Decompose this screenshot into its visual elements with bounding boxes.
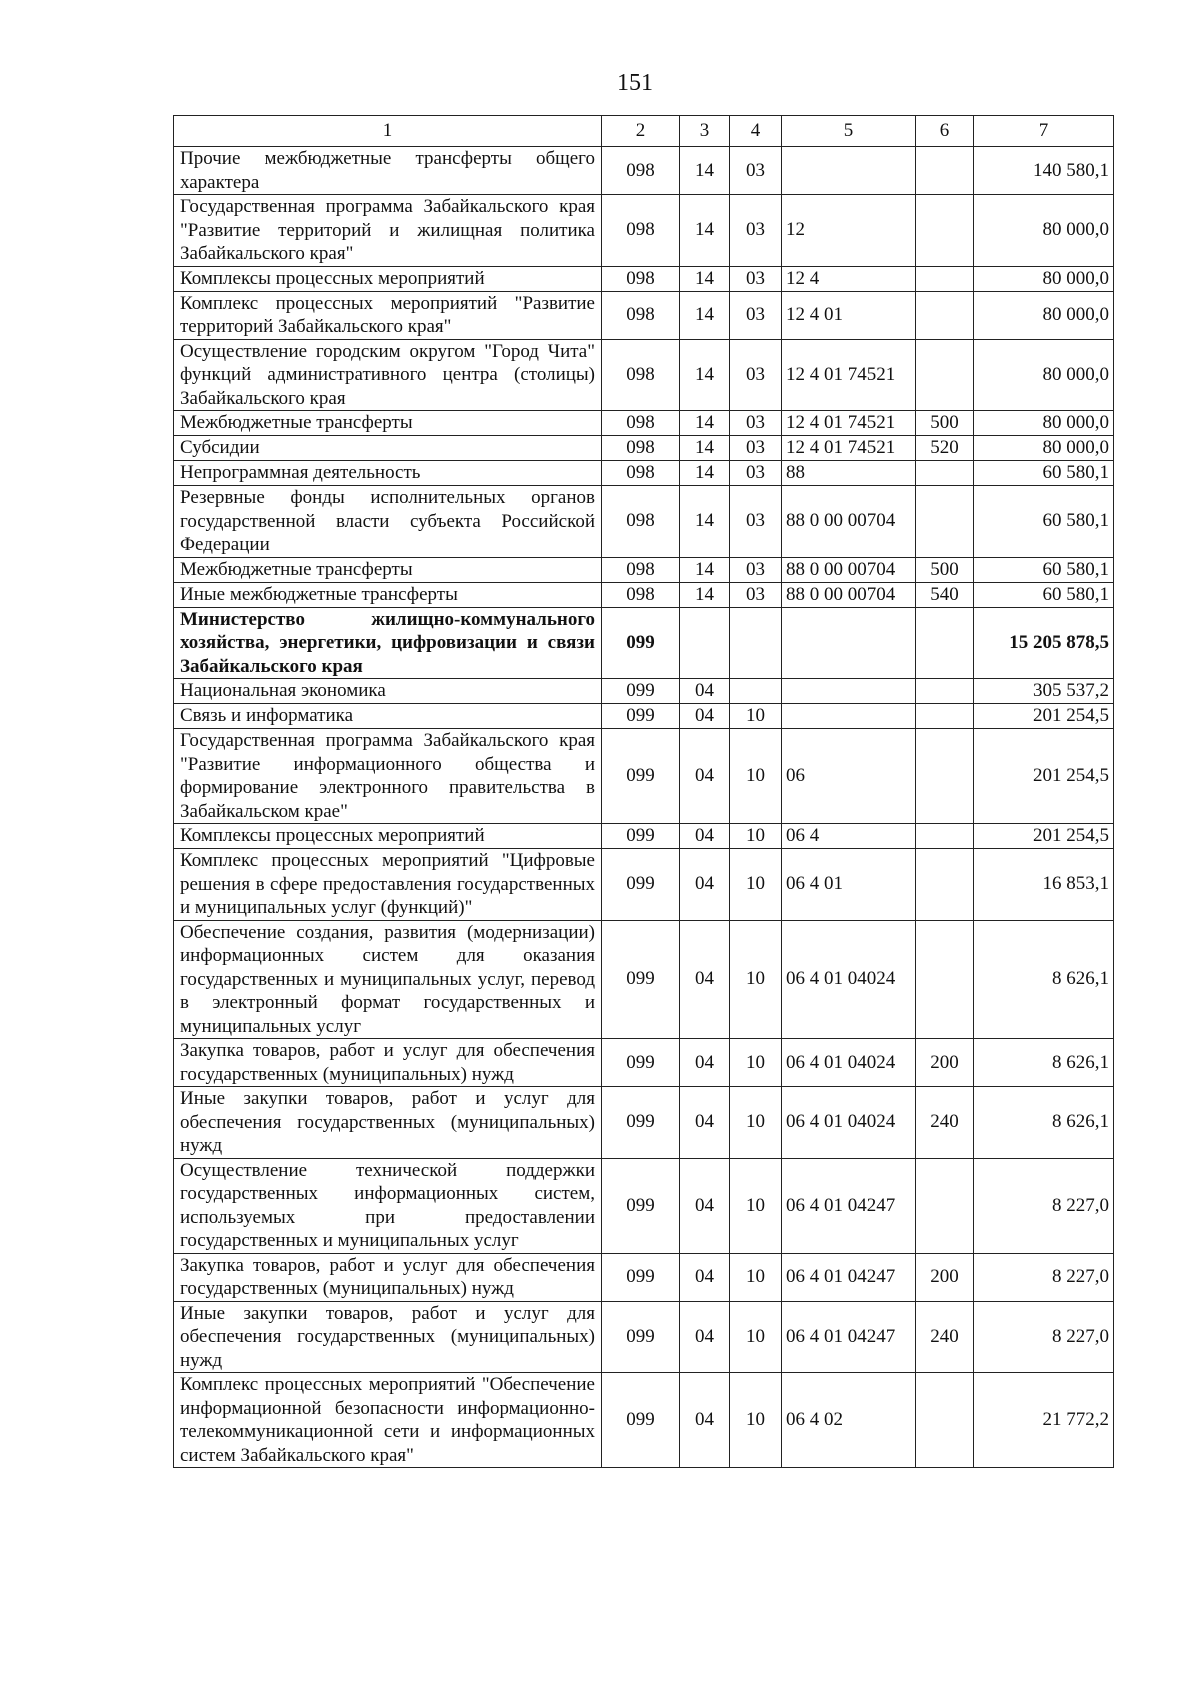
row-name-cell: Комплекс процессных мероприятий "Обеспечение информационной безопасности информационно-телекоммуникационной сети и информационных систем Забайкальского края" [174, 1373, 602, 1468]
row-amount-cell: 80 000,0 [974, 436, 1114, 461]
row-name-cell: Комплексы процессных мероприятий [174, 824, 602, 849]
row-expense-type-cell [916, 824, 974, 849]
row-amount-cell: 8 227,0 [974, 1301, 1114, 1373]
row-subsection-cell: 03 [730, 339, 782, 411]
row-name-cell: Комплекс процессных мероприятий "Цифровые решения в сфере предоставления государственных и муниципальных услуг (функций)" [174, 849, 602, 921]
row-expense-type-cell [916, 729, 974, 824]
row-target-article-cell: 06 4 01 04024 [782, 920, 916, 1039]
row-name-cell: Связь и информатика [174, 704, 602, 729]
row-name-cell: Иные закупки товаров, работ и услуг для обеспечения государственных (муниципальных) нужд [174, 1301, 602, 1373]
row-name-cell: Министерство жилищно-коммунального хозяйства, энергетики, цифровизации и связи Забайкальского края [174, 607, 602, 679]
row-target-article-cell [782, 607, 916, 679]
row-target-article-cell: 06 4 01 04024 [782, 1087, 916, 1159]
row-section-cell: 14 [680, 195, 730, 267]
table-row [174, 291, 1114, 339]
row-section-cell: 14 [680, 461, 730, 486]
row-expense-type-cell [916, 920, 974, 1039]
row-name-cell: Национальная экономика [174, 679, 602, 704]
row-amount-cell: 201 254,5 [974, 824, 1114, 849]
row-target-article-cell: 06 4 01 04247 [782, 1158, 916, 1253]
row-section-cell: 14 [680, 486, 730, 558]
column-header: 3 [680, 116, 730, 147]
row-target-article-cell: 12 [782, 195, 916, 267]
row-code-cell: 099 [602, 1301, 680, 1373]
row-code-cell: 099 [602, 1158, 680, 1253]
row-section-cell: 04 [680, 704, 730, 729]
row-section-cell: 14 [680, 147, 730, 195]
row-subsection-cell [730, 607, 782, 679]
row-section-cell: 04 [680, 920, 730, 1039]
row-name-cell: Закупка товаров, работ и услуг для обеспечения государственных (муниципальных) нужд [174, 1253, 602, 1301]
table-row [174, 607, 1114, 679]
row-target-article-cell: 12 4 [782, 266, 916, 291]
row-expense-type-cell [916, 266, 974, 291]
row-code-cell: 099 [602, 679, 680, 704]
table-row [174, 195, 1114, 267]
table-row [174, 1158, 1114, 1253]
row-name-cell: Государственная программа Забайкальского края "Развитие информационного общества и формирование электронного правительства в Забайкальском крае" [174, 729, 602, 824]
row-expense-type-cell [916, 704, 974, 729]
row-section-cell: 04 [680, 1301, 730, 1373]
row-name-cell: Осуществление технической поддержки государственных информационных систем, используемых при предоставлении государственных и муниципальных услуг [174, 1158, 602, 1253]
row-code-cell: 099 [602, 849, 680, 921]
row-section-cell: 04 [680, 1158, 730, 1253]
row-name-cell: Государственная программа Забайкальского края "Развитие территорий и жилищная политика Забайкальского края" [174, 195, 602, 267]
row-amount-cell: 16 853,1 [974, 849, 1114, 921]
table-row [174, 1087, 1114, 1159]
row-section-cell: 04 [680, 1087, 730, 1159]
row-target-article-cell: 88 0 00 00704 [782, 582, 916, 607]
row-target-article-cell: 88 0 00 00704 [782, 557, 916, 582]
row-code-cell: 098 [602, 266, 680, 291]
row-target-article-cell: 12 4 01 74521 [782, 436, 916, 461]
row-expense-type-cell [916, 486, 974, 558]
row-expense-type-cell: 520 [916, 436, 974, 461]
row-name-cell: Комплексы процессных мероприятий [174, 266, 602, 291]
row-amount-cell: 201 254,5 [974, 729, 1114, 824]
row-amount-cell: 80 000,0 [974, 266, 1114, 291]
row-amount-cell: 8 626,1 [974, 1087, 1114, 1159]
row-code-cell: 098 [602, 436, 680, 461]
column-header: 5 [782, 116, 916, 147]
row-expense-type-cell: 200 [916, 1039, 974, 1087]
table-row [174, 582, 1114, 607]
row-subsection-cell: 03 [730, 582, 782, 607]
row-subsection-cell: 10 [730, 824, 782, 849]
row-section-cell: 04 [680, 1253, 730, 1301]
row-section-cell: 14 [680, 266, 730, 291]
page-number: 151 [617, 70, 653, 96]
row-section-cell: 14 [680, 411, 730, 436]
row-name-cell: Закупка товаров, работ и услуг для обеспечения государственных (муниципальных) нужд [174, 1039, 602, 1087]
row-subsection-cell: 03 [730, 195, 782, 267]
row-code-cell: 099 [602, 1087, 680, 1159]
row-subsection-cell: 03 [730, 266, 782, 291]
column-header: 4 [730, 116, 782, 147]
row-subsection-cell: 10 [730, 920, 782, 1039]
table-row [174, 824, 1114, 849]
row-section-cell: 14 [680, 557, 730, 582]
row-target-article-cell: 06 4 01 04247 [782, 1301, 916, 1373]
row-name-cell: Обеспечение создания, развития (модернизации) информационных систем для оказания государственных и муниципальных услуг, перевод в электронный формат государственных и муниципальных услуг [174, 920, 602, 1039]
row-subsection-cell: 10 [730, 729, 782, 824]
row-subsection-cell: 10 [730, 1039, 782, 1087]
row-code-cell: 099 [602, 704, 680, 729]
row-amount-cell: 80 000,0 [974, 291, 1114, 339]
row-code-cell: 098 [602, 582, 680, 607]
row-target-article-cell: 88 [782, 461, 916, 486]
table-row [174, 266, 1114, 291]
row-target-article-cell [782, 147, 916, 195]
row-expense-type-cell [916, 679, 974, 704]
row-subsection-cell: 10 [730, 1087, 782, 1159]
row-subsection-cell: 10 [730, 1253, 782, 1301]
table-row [174, 679, 1114, 704]
row-code-cell: 099 [602, 607, 680, 679]
row-subsection-cell: 03 [730, 436, 782, 461]
row-amount-cell: 15 205 878,5 [974, 607, 1114, 679]
row-subsection-cell: 10 [730, 1301, 782, 1373]
row-expense-type-cell: 240 [916, 1087, 974, 1159]
table-row [174, 704, 1114, 729]
row-section-cell: 04 [680, 824, 730, 849]
table-row [174, 1373, 1114, 1468]
row-code-cell: 098 [602, 461, 680, 486]
row-target-article-cell: 06 4 02 [782, 1373, 916, 1468]
table-header-row [174, 116, 1114, 147]
row-amount-cell: 140 580,1 [974, 147, 1114, 195]
row-code-cell: 099 [602, 920, 680, 1039]
row-expense-type-cell [916, 1158, 974, 1253]
row-amount-cell: 60 580,1 [974, 486, 1114, 558]
row-amount-cell: 80 000,0 [974, 411, 1114, 436]
row-target-article-cell [782, 679, 916, 704]
row-code-cell: 098 [602, 411, 680, 436]
row-amount-cell: 80 000,0 [974, 339, 1114, 411]
row-target-article-cell: 12 4 01 74521 [782, 411, 916, 436]
table-row [174, 849, 1114, 921]
table-row [174, 486, 1114, 558]
row-amount-cell: 8 227,0 [974, 1253, 1114, 1301]
row-code-cell: 098 [602, 486, 680, 558]
row-expense-type-cell [916, 1373, 974, 1468]
row-amount-cell: 8 626,1 [974, 920, 1114, 1039]
row-target-article-cell: 12 4 01 74521 [782, 339, 916, 411]
row-amount-cell: 60 580,1 [974, 582, 1114, 607]
row-section-cell [680, 607, 730, 679]
budget-table [173, 115, 1114, 1468]
table-row [174, 729, 1114, 824]
row-target-article-cell: 06 4 01 04247 [782, 1253, 916, 1301]
row-name-cell: Иные закупки товаров, работ и услуг для обеспечения государственных (муниципальных) нужд [174, 1087, 602, 1159]
row-code-cell: 098 [602, 147, 680, 195]
table-row [174, 1039, 1114, 1087]
table-row [174, 411, 1114, 436]
row-code-cell: 098 [602, 195, 680, 267]
row-expense-type-cell: 200 [916, 1253, 974, 1301]
row-amount-cell: 305 537,2 [974, 679, 1114, 704]
row-subsection-cell [730, 679, 782, 704]
row-section-cell: 14 [680, 582, 730, 607]
row-code-cell: 098 [602, 339, 680, 411]
table-row [174, 557, 1114, 582]
row-code-cell: 099 [602, 1373, 680, 1468]
column-header: 6 [916, 116, 974, 147]
row-subsection-cell: 10 [730, 849, 782, 921]
row-target-article-cell: 06 [782, 729, 916, 824]
table-row [174, 920, 1114, 1039]
row-target-article-cell: 06 4 01 [782, 849, 916, 921]
row-code-cell: 098 [602, 557, 680, 582]
row-code-cell: 099 [602, 1039, 680, 1087]
table-row [174, 461, 1114, 486]
row-name-cell: Комплекс процессных мероприятий "Развитие территорий Забайкальского края" [174, 291, 602, 339]
row-target-article-cell: 88 0 00 00704 [782, 486, 916, 558]
row-subsection-cell: 03 [730, 461, 782, 486]
table-row [174, 1253, 1114, 1301]
row-expense-type-cell [916, 291, 974, 339]
row-name-cell: Межбюджетные трансферты [174, 411, 602, 436]
row-name-cell: Межбюджетные трансферты [174, 557, 602, 582]
row-code-cell: 099 [602, 1253, 680, 1301]
row-amount-cell: 8 227,0 [974, 1158, 1114, 1253]
row-name-cell: Иные межбюджетные трансферты [174, 582, 602, 607]
row-section-cell: 04 [680, 849, 730, 921]
row-amount-cell: 80 000,0 [974, 195, 1114, 267]
row-section-cell: 04 [680, 729, 730, 824]
row-code-cell: 099 [602, 824, 680, 849]
row-expense-type-cell: 540 [916, 582, 974, 607]
row-name-cell: Субсидии [174, 436, 602, 461]
row-subsection-cell: 03 [730, 557, 782, 582]
row-amount-cell: 60 580,1 [974, 557, 1114, 582]
row-amount-cell: 60 580,1 [974, 461, 1114, 486]
row-expense-type-cell [916, 849, 974, 921]
table-body [174, 147, 1114, 1468]
column-header: 2 [602, 116, 680, 147]
row-section-cell: 04 [680, 1373, 730, 1468]
row-section-cell: 04 [680, 679, 730, 704]
row-name-cell: Осуществление городским округом "Город Чита" функций административного центра (столицы) Забайкальского края [174, 339, 602, 411]
row-subsection-cell: 03 [730, 486, 782, 558]
row-section-cell: 04 [680, 1039, 730, 1087]
table-row [174, 339, 1114, 411]
table-row [174, 147, 1114, 195]
row-target-article-cell: 12 4 01 [782, 291, 916, 339]
column-header: 1 [174, 116, 602, 147]
row-expense-type-cell [916, 339, 974, 411]
row-code-cell: 099 [602, 729, 680, 824]
row-target-article-cell [782, 704, 916, 729]
row-code-cell: 098 [602, 291, 680, 339]
column-header: 7 [974, 116, 1114, 147]
row-amount-cell: 201 254,5 [974, 704, 1114, 729]
row-section-cell: 14 [680, 436, 730, 461]
row-expense-type-cell [916, 461, 974, 486]
row-expense-type-cell: 500 [916, 557, 974, 582]
row-subsection-cell: 03 [730, 291, 782, 339]
row-expense-type-cell [916, 607, 974, 679]
row-subsection-cell: 03 [730, 411, 782, 436]
row-name-cell: Прочие межбюджетные трансферты общего характера [174, 147, 602, 195]
row-name-cell: Непрограммная деятельность [174, 461, 602, 486]
row-expense-type-cell: 500 [916, 411, 974, 436]
row-section-cell: 14 [680, 339, 730, 411]
row-expense-type-cell [916, 147, 974, 195]
row-name-cell: Резервные фонды исполнительных органов государственной власти субъекта Российской Федерации [174, 486, 602, 558]
row-amount-cell: 21 772,2 [974, 1373, 1114, 1468]
row-subsection-cell: 10 [730, 1158, 782, 1253]
table-row [174, 1301, 1114, 1373]
table-row [174, 436, 1114, 461]
row-subsection-cell: 10 [730, 1373, 782, 1468]
row-target-article-cell: 06 4 [782, 824, 916, 849]
row-subsection-cell: 03 [730, 147, 782, 195]
row-expense-type-cell [916, 195, 974, 267]
row-amount-cell: 8 626,1 [974, 1039, 1114, 1087]
row-expense-type-cell: 240 [916, 1301, 974, 1373]
row-target-article-cell: 06 4 01 04024 [782, 1039, 916, 1087]
row-subsection-cell: 10 [730, 704, 782, 729]
row-section-cell: 14 [680, 291, 730, 339]
